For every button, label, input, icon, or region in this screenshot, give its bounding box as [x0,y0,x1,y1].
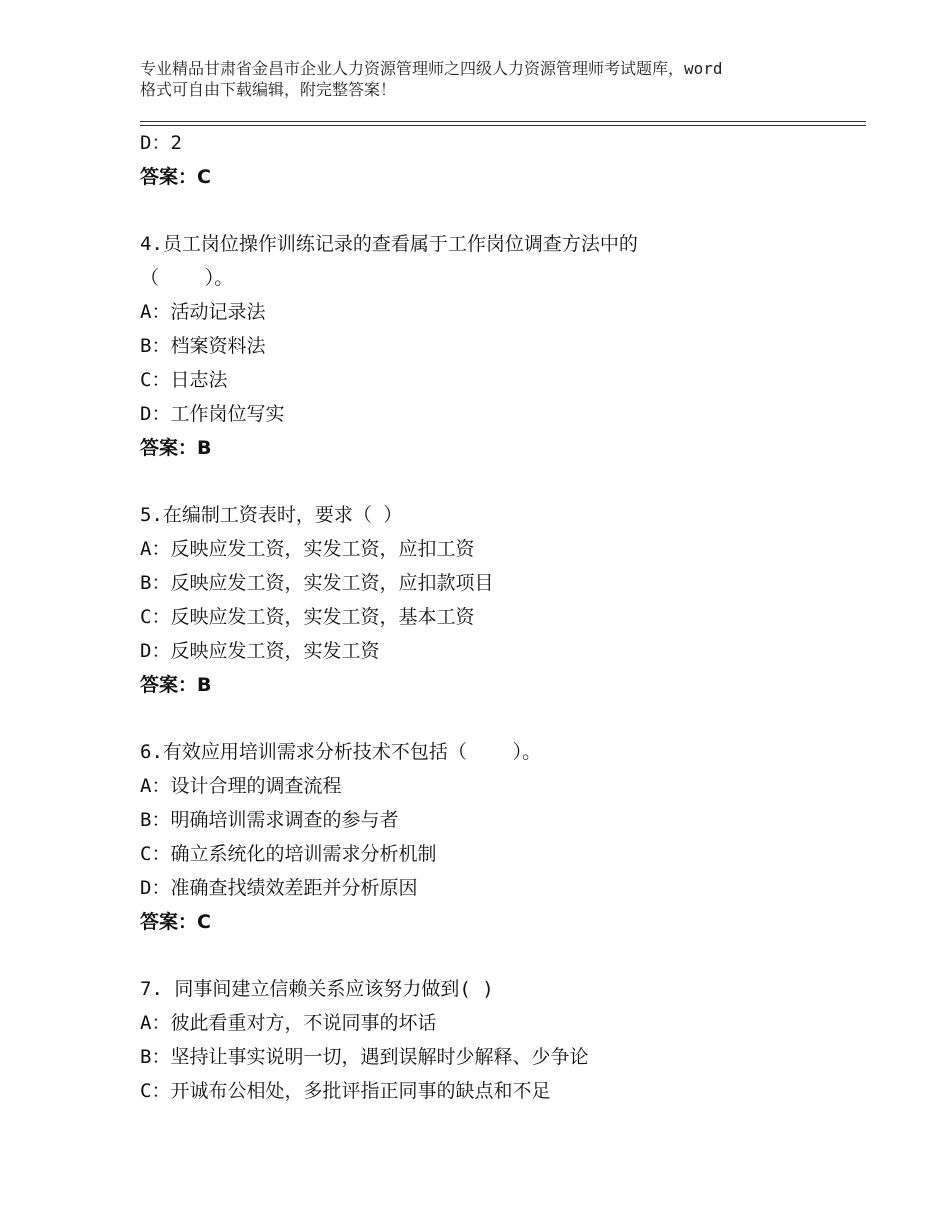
option-line: B：档案资料法 [140,335,266,357]
option-line: D：工作岗位写实 [140,403,285,425]
block-spacer [140,702,860,735]
option-line: B：坚持让事实说明一切，遇到误解时少解释、少争论 [140,1046,589,1068]
answer-line: 答案：C [140,911,211,933]
block-spacer [140,939,860,972]
header-line-2: 格式可自由下载编辑，附完整答案！ [140,80,397,99]
option-line: C：开诚布公相处，多批评指正同事的缺点和不足 [140,1080,551,1102]
answer-line: 答案：B [140,674,212,696]
option-line: D：2 [140,132,182,154]
document-header [140,58,840,100]
answer-line: 答案：C [140,166,211,188]
option-line: A：活动记录法 [140,301,266,323]
option-line: D：反映应发工资，实发工资 [140,640,380,662]
question-text: 6.有效应用培训需求分析技术不包括（ ）。 [140,741,542,763]
question-text: 7. 同事间建立信赖关系应该努力做到( ) [140,978,494,1000]
option-line: B：反映应发工资，实发工资，应扣款项目 [140,572,494,594]
option-line: D：准确查找绩效差距并分析原因 [140,877,418,899]
answer-line: 答案：B [140,437,212,459]
option-line: B：明确培训需求调查的参与者 [140,809,399,831]
block-spacer [140,465,860,498]
option-line: A：反映应发工资，实发工资，应扣工资 [140,538,475,560]
question-text: 5.在编制工资表时，要求（ ） [140,504,403,526]
option-line: A：彼此看重对方，不说同事的坏话 [140,1012,437,1034]
header-line-1: 专业精品甘肃省金昌市企业人力资源管理师之四级人力资源管理师考试题库，word [140,59,723,78]
option-line: A：设计合理的调查流程 [140,775,342,797]
question-list [140,126,860,1108]
option-line: C：确立系统化的培训需求分析机制 [140,843,437,865]
question-text: 4.员工岗位操作训练记录的查看属于工作岗位调查方法中的 [140,233,638,255]
header-divider-top [140,121,866,122]
option-line: C：日志法 [140,369,228,391]
question-text: （ ）。 [140,267,234,289]
option-line: C：反映应发工资，实发工资，基本工资 [140,606,475,628]
block-spacer [140,194,860,227]
